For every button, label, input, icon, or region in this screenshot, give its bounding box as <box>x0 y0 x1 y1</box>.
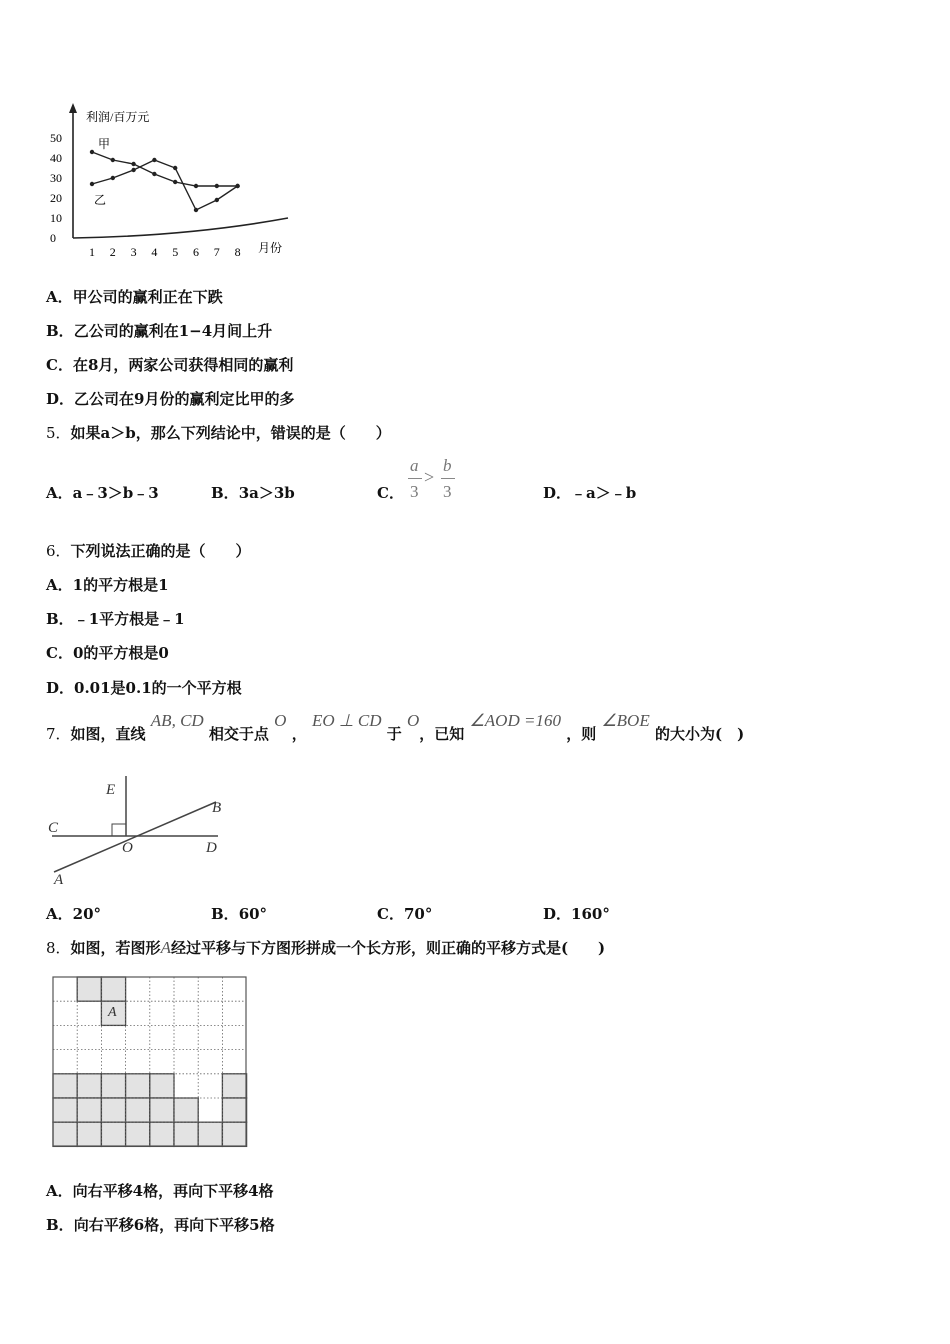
grid-shaded-cell <box>101 1098 125 1122</box>
grid-shaded-cell <box>101 977 125 1001</box>
q7-figure <box>40 772 240 892</box>
series-0-point <box>90 150 94 154</box>
grid-shaded-cell <box>53 1098 77 1122</box>
shape-a-label: A <box>108 1005 117 1020</box>
label-e: E <box>106 782 116 798</box>
series-0-point <box>215 184 219 188</box>
y-tick-label: 50 <box>50 131 62 145</box>
grid-shaded-cell <box>53 1074 77 1098</box>
y-tick-label: 30 <box>50 171 62 185</box>
q6-option-a[interactable]: A．1的平方根是1 <box>46 576 169 594</box>
q5-option-b[interactable]: B．3a＞3b <box>211 484 295 502</box>
series-0-point <box>173 180 177 184</box>
grid-shaded-cell <box>126 1098 150 1122</box>
series-1-point <box>194 208 198 212</box>
series-1-point <box>215 198 219 202</box>
grid-shaded-cell <box>101 1122 125 1146</box>
q7-stem: 7．如图，直线 AB, CD 相交于点 O ， EO ⊥ CD 于 O，已知 ∠AOD =160 ，则 ∠BOE 的大小为( ) <box>46 711 745 743</box>
label-b: B <box>212 800 222 816</box>
q6-option-b[interactable]: B．﹣1平方根是﹣1 <box>46 610 185 628</box>
q8-grid-figure <box>52 976 248 1148</box>
grid-shaded-cell <box>222 1074 246 1098</box>
grid-shaded-cell <box>174 1122 198 1146</box>
grid-shaded-cell <box>77 1122 101 1146</box>
y-tick-label: 0 <box>50 231 56 245</box>
line-ab <box>54 802 216 872</box>
grid-shaded-cell <box>198 1122 222 1146</box>
y-axis-arrow <box>69 103 77 113</box>
y-tick-label: 10 <box>50 211 62 225</box>
series-1-point <box>152 158 156 162</box>
x-tick-label: 3 <box>130 245 137 259</box>
q5-option-c-fraction: a 3 > b 3 <box>408 456 458 504</box>
series-line-0 <box>92 152 238 186</box>
series-label-yi: 乙 <box>94 193 107 207</box>
series-1-point <box>173 166 177 170</box>
x-tick-label: 7 <box>213 245 220 259</box>
q5-option-a[interactable]: A．a﹣3＞b﹣3 <box>46 484 159 502</box>
grid-shaded-cell <box>77 1098 101 1122</box>
q7-option-c[interactable]: C．70° <box>377 905 433 923</box>
q6-option-d[interactable]: D．0.01是0.1的一个平方根 <box>46 679 242 697</box>
x-tick-label: 1 <box>89 245 95 259</box>
q4-option-c[interactable]: C．在8月，两家公司获得相同的赢利 <box>46 356 294 374</box>
grid-shaded-cell <box>77 1074 101 1098</box>
label-c: C <box>48 820 59 836</box>
label-a: A <box>54 872 64 888</box>
q5-option-d[interactable]: D．﹣a＞﹣b <box>543 484 637 502</box>
y-axis-label: 利润/百万元 <box>86 110 150 124</box>
grid-shaded-cell <box>222 1122 246 1146</box>
x-tick-label: 5 <box>172 245 179 259</box>
y-tick-label: 20 <box>50 191 62 205</box>
x-tick-label: 6 <box>193 245 199 259</box>
q7-option-d[interactable]: D．160° <box>543 905 610 923</box>
x-axis <box>73 218 288 238</box>
grid-shaded-cell <box>126 1074 150 1098</box>
y-tick-label: 40 <box>50 151 62 165</box>
x-axis-label: 月份 <box>258 241 283 255</box>
q5-option-c-label[interactable]: C． <box>377 484 404 502</box>
grid-shaded-cell <box>101 1074 125 1098</box>
x-tick-label: 4 <box>151 245 158 259</box>
q6-stem: 6．下列说法正确的是（ ） <box>46 542 251 560</box>
series-0-point <box>152 172 156 176</box>
grid-shaded-cell <box>174 1098 198 1122</box>
q4-option-b[interactable]: B．乙公司的赢利在1−4月间上升 <box>46 322 273 340</box>
q8-stem: 8．如图，若图形A经过平移与下方图形拼成一个长方形，则正确的平移方式是( ) <box>46 938 606 957</box>
q7-option-b[interactable]: B．60° <box>211 905 268 923</box>
label-o: O <box>122 840 133 856</box>
x-tick-label: 8 <box>234 245 241 259</box>
profit-line-chart <box>40 100 300 262</box>
series-1-point <box>131 168 135 172</box>
x-tick-label: 2 <box>109 245 116 259</box>
q4-option-a[interactable]: A．甲公司的赢利正在下跌 <box>46 288 223 306</box>
series-0-point <box>194 184 198 188</box>
series-0-point <box>111 158 115 162</box>
series-1-point <box>235 184 239 188</box>
q4-option-d[interactable]: D．乙公司在9月份的赢利定比甲的多 <box>46 390 295 408</box>
label-d: D <box>206 840 217 856</box>
q6-option-c[interactable]: C．0的平方根是0 <box>46 644 169 662</box>
series-1-point <box>90 182 94 186</box>
q7-option-a[interactable]: A．20° <box>46 905 102 923</box>
grid-shaded-cell <box>150 1098 174 1122</box>
series-0-point <box>131 162 135 166</box>
q8-option-a[interactable]: A．向右平移4格，再向下平移4格 <box>46 1182 274 1200</box>
grid-shaded-cell <box>150 1122 174 1146</box>
grid-shaded-cell <box>126 1122 150 1146</box>
series-1-point <box>111 176 115 180</box>
right-angle-mark <box>112 824 126 836</box>
q5-stem: 5．如果a＞b，那么下列结论中，错误的是（ ） <box>46 424 391 442</box>
grid-shaded-cell <box>53 1122 77 1146</box>
q8-option-b[interactable]: B．向右平移6格，再向下平移5格 <box>46 1216 275 1234</box>
grid-shaded-cell <box>150 1074 174 1098</box>
grid-shaded-cell <box>77 977 101 1001</box>
series-label-jia: 甲 <box>98 137 111 151</box>
grid-shaded-cell <box>222 1098 246 1122</box>
